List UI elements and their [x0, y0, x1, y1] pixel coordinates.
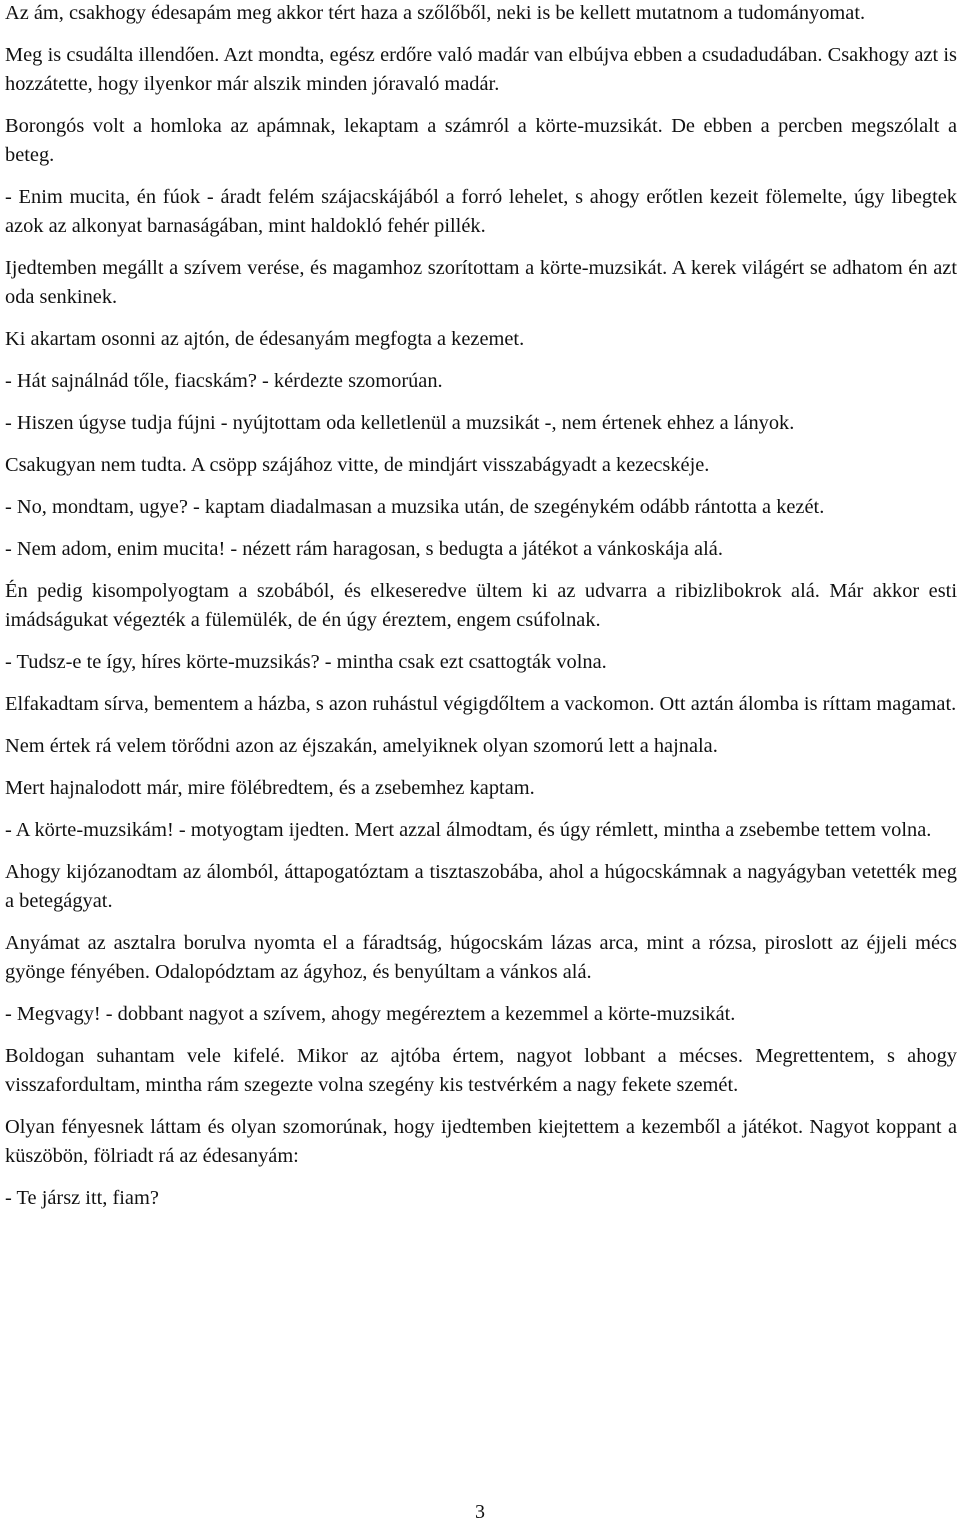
paragraph-8: - Hiszen úgyse tudja fújni - nyújtottam oda kelletlenül a muzsikát -, nem értenek ehhez a lányok. [5, 412, 795, 434]
paragraph-15: Nem értek rá velem törődni azon az éjszakán, amelyiknek olyan szomorú lett a hajnala. [5, 735, 718, 757]
paragraph-5: Ijedtemben megállt a szívem verése, és magamhoz szorítottam a körte-muzsikát. A kerek világért se adhatom én azt oda senkinek. [5, 257, 957, 308]
paragraph-1: Az ám, csakhogy édesapám meg akkor tért haza a szőlőből, neki is be kellett mutatnom a tudományomat. [5, 2, 866, 24]
paragraph-17: - A körte-muzsikám! - motyogtam ijedten. Mert azzal álmodtam, és úgy rémlett, mintha a zsebembe tettem volna. [5, 819, 932, 841]
paragraph-3: Borongós volt a homloka az apámnak, lekaptam a számról a körte-muzsikát. De ebben a percben megszólalt a beteg. [5, 115, 957, 166]
paragraph-6: Ki akartam osonni az ajtón, de édesanyám megfogta a kezemet. [5, 328, 525, 350]
paragraph-11: - Nem adom, enim mucita! - nézett rám haragosan, s bedugta a játékot a vánkoskája alá. [5, 538, 723, 560]
page-number: 3 [475, 1501, 485, 1523]
paragraph-12: Én pedig kisompolyogtam a szobából, és elkeseredve ültem ki az udvarra a ribizlibokrok alá. Már akkor esti imádságukat végezték a fülemülék, de én úgy éreztem, engem csúfolnak. [5, 580, 957, 631]
paragraph-7: - Hát sajnálnád tőle, fiacskám? - kérdezte szomorúan. [5, 370, 443, 392]
paragraph-19: Anyámat az asztalra borulva nyomta el a fáradtság, húgocskám lázas arca, mint a rózsa, piroslott az éjjeli mécs gyönge fényében. Odalopództam az ágyhoz, és benyúltam a vánkos alá. [5, 932, 957, 983]
paragraph-2: Meg is csudálta illendően. Azt mondta, egész erdőre való madár van elbújva ebben a csudadudában. Csakhogy azt is hozzátette, hogy ilyenkor már alszik minden jóravaló madár. [5, 44, 957, 95]
paragraph-14: Elfakadtam sírva, bementem a házba, s azon ruhástul végigdőltem a vackomon. Ott aztán álomba is ríttam magamat. [5, 693, 957, 715]
paragraph-18: Ahogy kijózanodtam az álomból, áttapogatóztam a tisztaszobába, ahol a húgocskámnak a nagyágyban vetették meg a betegágyat. [5, 861, 957, 912]
paragraph-10: - No, mondtam, ugye? - kaptam diadalmasan a muzsika után, de szegénykém odább rántotta a kezét. [5, 496, 825, 518]
paragraph-23: - Te jársz itt, fiam? [5, 1187, 159, 1209]
paragraph-16: Mert hajnalodott már, mire fölébredtem, és a zsebemhez kaptam. [5, 777, 535, 799]
paragraph-21: Boldogan suhantam vele kifelé. Mikor az ajtóba értem, nagyot lobbant a mécses. Megrettentem, s ahogy visszafordultam, mintha rám szegezte volna szegény kis testvérkém a nagy fekete szemét. [5, 1045, 957, 1096]
paragraph-9: Csakugyan nem tudta. A csöpp szájához vitte, de mindjárt visszabágyadt a kezecskéje. [5, 454, 710, 476]
paragraph-4: - Enim mucita, én fúok - áradt felém szájacskájából a forró lehelet, s ahogy erőtlen kezeit fölemelte, úgy libegtek azok az alkonyat barnaságában, mint haldokló fehér pillék. [5, 186, 957, 237]
page-body [5, 0, 957, 1226]
paragraph-22: Olyan fényesnek láttam és olyan szomorúnak, hogy ijedtemben kiejtettem a kezemből a játékot. Nagyot koppant a küszöbön, fölriadt rá az édesanyám: [5, 1116, 957, 1167]
paragraph-13: - Tudsz-e te így, híres körte-muzsikás? - mintha csak ezt csattogták volna. [5, 651, 607, 673]
paragraph-20: - Megvagy! - dobbant nagyot a szívem, ahogy megéreztem a kezemmel a körte-muzsikát. [5, 1003, 736, 1025]
